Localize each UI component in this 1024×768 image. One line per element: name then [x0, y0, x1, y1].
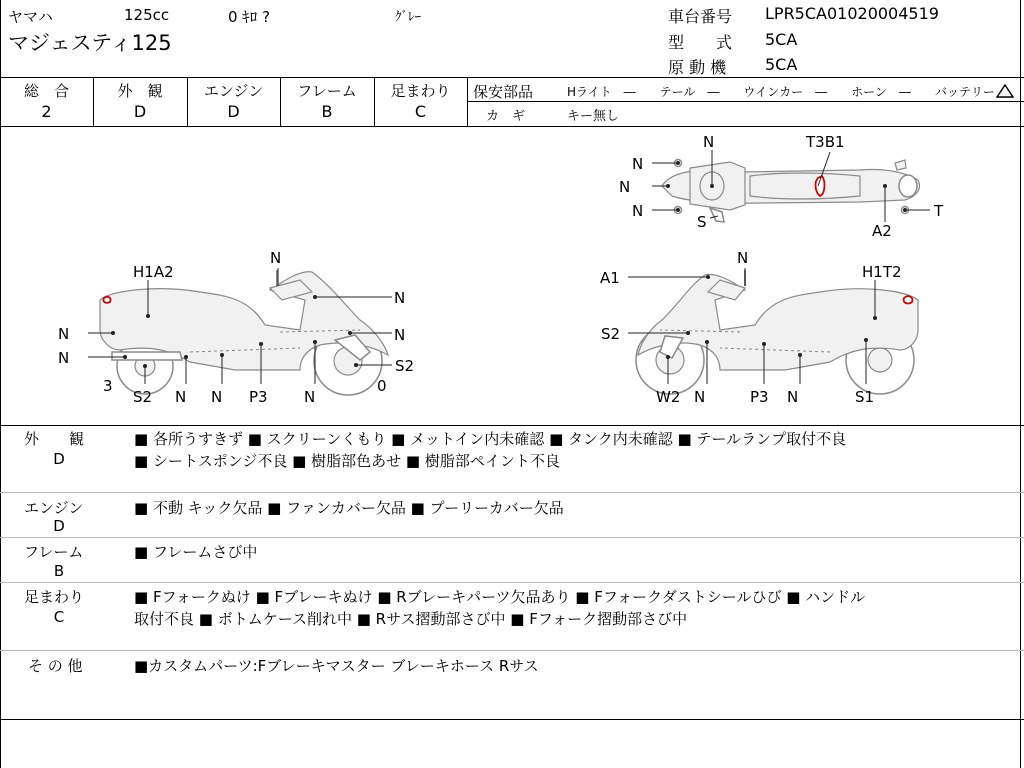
divider [0, 537, 1024, 538]
label-left-three: 3 [103, 377, 113, 395]
engine-label: 原 動 機 [668, 58, 727, 77]
grade-label-suspension: 足まわり [390, 82, 451, 100]
label-top-s: S [697, 213, 707, 231]
remark-label: エンジン [24, 499, 84, 517]
label-left-n-mirror: N [270, 249, 282, 267]
label-top-n3: N [632, 202, 644, 220]
divider [1020, 0, 1021, 768]
grade-value-frame: B [321, 102, 333, 121]
label-left-n-front: N [394, 326, 406, 344]
grade-label-frame: フレーム [297, 82, 357, 100]
damage-diagram [0, 127, 1020, 425]
remark-line: ■ フレームさび中 [134, 543, 258, 561]
safety-label: 保安部品 [473, 83, 534, 101]
label-top-t3b1: T3B1 [806, 133, 845, 151]
remark-grade: D [53, 450, 65, 468]
divider [0, 650, 1024, 651]
remark-line: ■ シートスポンジ不良 ■ 樹脂部色あせ ■ 樹脂部ペイント不良 [134, 452, 560, 470]
label-left-h1a2: H1A2 [133, 263, 174, 281]
divider [0, 77, 1024, 78]
maker: ヤマハ [8, 8, 53, 26]
remark-line: ■ 不動 キック欠品 ■ ファンカバー欠品 ■ プーリーカバー欠品 [134, 499, 564, 517]
mileage-mark: 0 ｷﾛ ? [228, 8, 271, 26]
label-left-s2: S2 [395, 357, 415, 375]
label-right-s1: S1 [855, 388, 875, 406]
label-right-h1t2: H1T2 [862, 263, 902, 281]
frame-label: 車台番号 [668, 7, 733, 26]
label-top-t: T [934, 202, 944, 220]
displacement: 125cc [124, 6, 170, 24]
label-left-zero: 0 [377, 377, 387, 395]
label-right-n-b2: N [787, 388, 799, 406]
divider [467, 77, 468, 126]
grade-label-engine: エンジン [203, 82, 264, 100]
label-left-n-body: N [394, 289, 406, 307]
key-value: キー無し [567, 109, 620, 124]
scooter-right-view [600, 249, 918, 406]
scooter-left-view [58, 249, 414, 406]
label-left-p3: P3 [249, 388, 268, 406]
label-left-n-b3: N [304, 388, 316, 406]
divider [467, 101, 1024, 102]
safety-items: Hライト ― テール ― ウインカー ― ホーン ― バッテリー [567, 85, 995, 99]
triangle-icon [996, 84, 1014, 98]
label-top-n2: N [619, 178, 631, 196]
label-top-n4: N [703, 133, 715, 151]
grade-value-suspension: C [414, 102, 427, 121]
grade-label-overall: 総 合 [23, 82, 69, 100]
divider [0, 582, 1024, 583]
divider [0, 492, 1024, 493]
remark-line: ■ Fフォークぬけ ■ Fブレーキぬけ ■ Rブレーキパーツ欠品あり ■ Fフォークダストシールひび ■ ハンドル [134, 588, 866, 606]
label-right-n-mirror: N [737, 249, 749, 267]
remark-line: 取付不良 ■ ボトムケース削れ中 ■ Rサス摺動部さび中 ■ Fフォーク摺動部さび中 [134, 610, 688, 628]
label-left-n-b2: N [211, 388, 223, 406]
remark-line: ■カスタムパーツ:Fブレーキマスター ブレーキホース Rサス [134, 657, 539, 675]
type-value: 5CA [765, 30, 798, 49]
remark-grade: B [53, 562, 65, 580]
remark-line: ■ 各所うすきず ■ スクリーンくもり ■ メットイン内未確認 ■ タンク内未確認 ■ テールランプ取付不良 [134, 430, 847, 448]
label-left-n-b1: N [175, 388, 187, 406]
remark-label: 足まわり [24, 588, 85, 606]
label-right-a1: A1 [600, 269, 620, 287]
remark-label: 外 観 [24, 430, 85, 448]
remark-label: そ の 他 [28, 657, 83, 675]
type-label: 型 式 [668, 33, 733, 52]
label-left-n-rear2: N [58, 349, 70, 367]
label-right-p3: P3 [750, 388, 769, 406]
remark-label: フレーム [24, 543, 84, 561]
divider [0, 425, 1024, 426]
label-right-s2: S2 [601, 325, 621, 343]
frame-value: LPR5CA01020004519 [765, 4, 939, 23]
label-top-n1: N [632, 155, 644, 173]
engine-value: 5CA [765, 55, 798, 74]
scooter-top-view [619, 133, 944, 240]
model-name: マジェスティ125 [8, 31, 172, 55]
grade-value-exterior: D [133, 102, 147, 121]
label-right-n-b1: N [694, 388, 706, 406]
remark-grade: D [53, 517, 65, 535]
label-left-n-rear1: N [58, 325, 70, 343]
grade-value-overall: 2 [41, 102, 52, 121]
divider [0, 719, 1024, 720]
key-label: カ ギ [486, 109, 526, 124]
grade-label-exterior: 外 観 [117, 82, 163, 100]
remark-grade: C [53, 608, 65, 626]
label-left-s2b: S2 [133, 388, 153, 406]
label-top-a2: A2 [872, 222, 892, 240]
label-right-w2: W2 [656, 388, 681, 406]
color: ｸﾞﾚｰ [395, 10, 421, 25]
grade-value-engine: D [227, 102, 240, 121]
